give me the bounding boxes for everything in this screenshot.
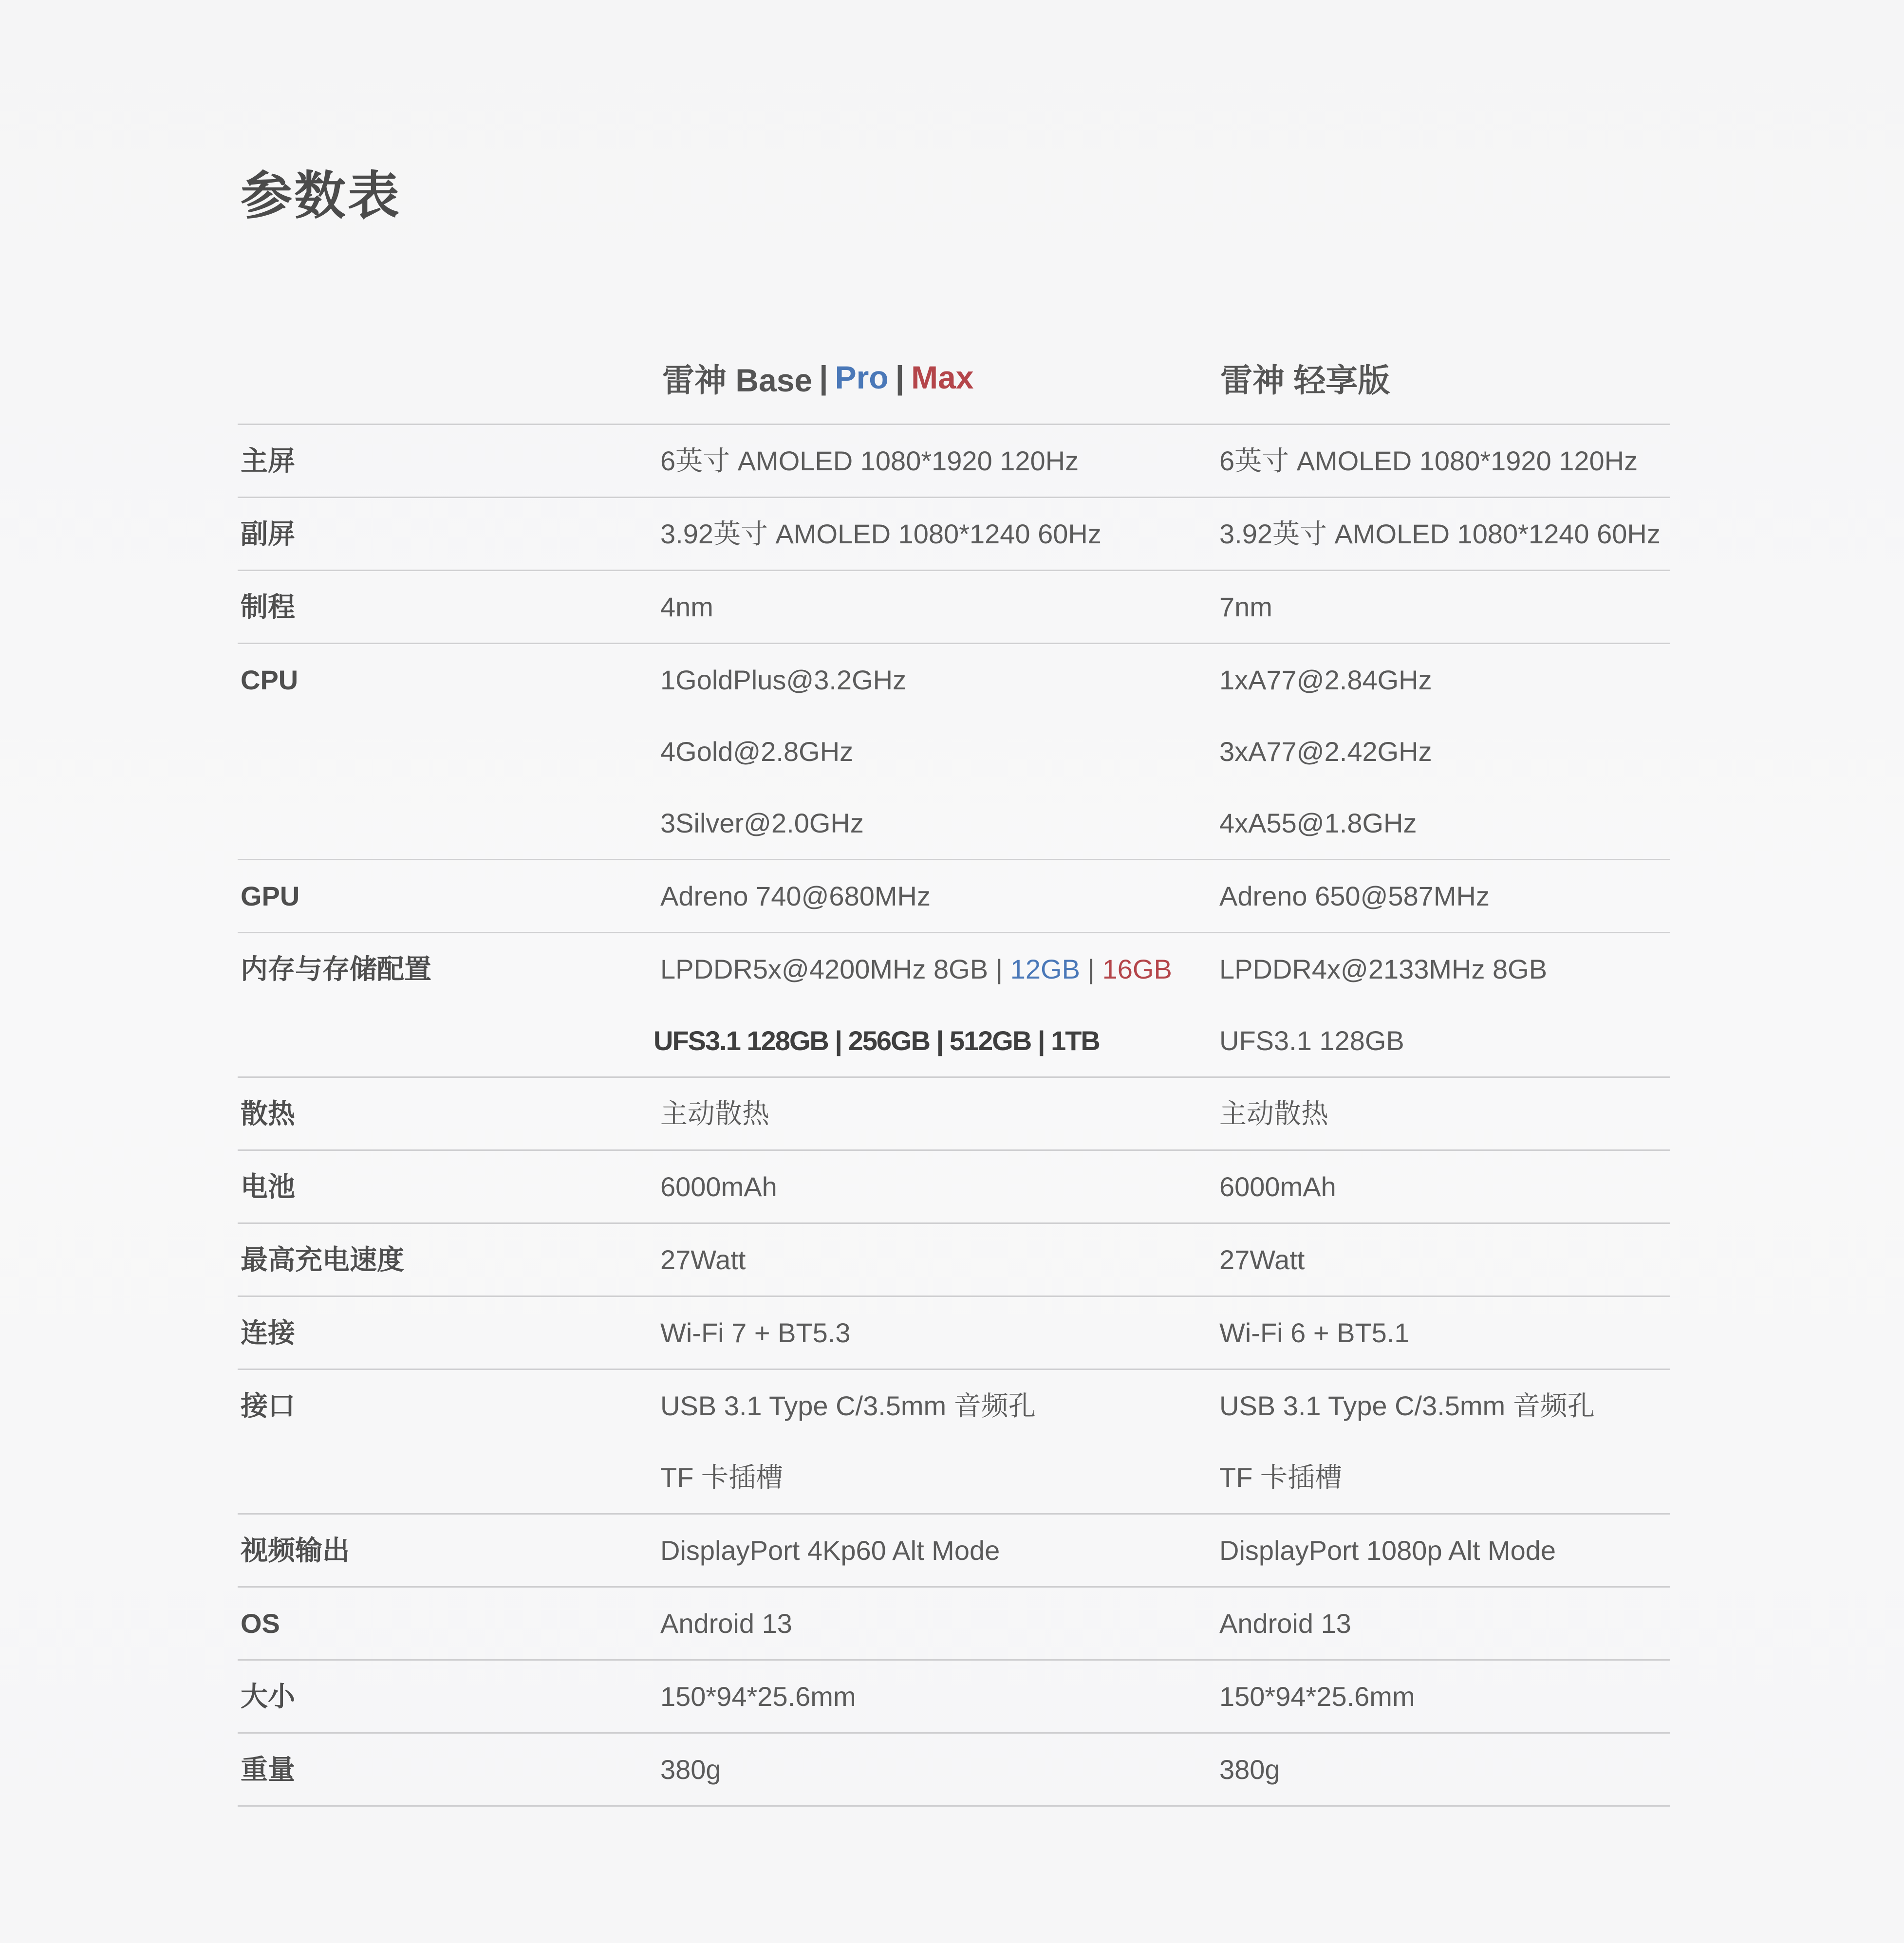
column-header-max: Max	[911, 359, 974, 395]
table-row	[238, 425, 1670, 498]
cell-value: TF 卡插槽	[1219, 1462, 1342, 1493]
cell-value: 4Gold@2.8GHz	[660, 736, 854, 767]
cell-value: 3Silver@2.0GHz	[660, 808, 864, 838]
row-label: 视频输出	[241, 1535, 350, 1566]
cell-value: 6000mAh	[660, 1171, 777, 1202]
cell-value: 3xA77@2.42GHz	[1219, 736, 1432, 767]
row-label: 重量	[241, 1754, 295, 1785]
row-label: 接口	[241, 1390, 295, 1421]
memory-separator: |	[988, 954, 1010, 984]
cell-value: 7nm	[1219, 592, 1272, 622]
cell-value: 3.92英寸 AMOLED 1080*1240 60Hz	[1219, 518, 1661, 549]
cell-value: 4nm	[660, 592, 713, 622]
cell-value: 6000mAh	[1219, 1171, 1336, 1202]
cell-value: 27Watt	[660, 1244, 746, 1275]
table-row	[238, 1661, 1670, 1734]
memory-config	[660, 933, 1219, 1005]
row-label: 大小	[241, 1681, 295, 1712]
header-separator: |	[819, 359, 828, 395]
table-header	[238, 331, 1670, 424]
cell-value: Android 13	[1219, 1608, 1351, 1639]
cell-value: 150*94*25.6mm	[660, 1681, 856, 1712]
row-label: 副屏	[241, 518, 295, 549]
column-header-base-pro-max	[662, 331, 973, 424]
table-row	[238, 498, 1670, 571]
cell-value: Wi-Fi 6 + BT5.1	[1219, 1317, 1410, 1348]
memory-base: LPDDR5x@4200MHz 8GB	[660, 954, 989, 984]
cell-value: 380g	[660, 1754, 721, 1785]
table-row	[238, 644, 1670, 860]
row-label: CPU	[241, 665, 299, 695]
cell-value: Wi-Fi 7 + BT5.3	[660, 1317, 851, 1348]
cell-value: 主动散热	[660, 1098, 769, 1129]
table-row	[238, 1224, 1670, 1297]
cell-value: 27Watt	[1219, 1244, 1305, 1275]
cell-value: 6英寸 AMOLED 1080*1920 120Hz	[1219, 445, 1638, 476]
cell-value: 1xA77@2.84GHz	[1219, 665, 1432, 695]
cell-value: 4xA55@1.8GHz	[1219, 808, 1417, 838]
table-row	[238, 933, 1670, 1078]
table-row	[238, 571, 1670, 644]
storage-config: UFS3.1 128GB | 256GB | 512GB | 1TB	[653, 1025, 1100, 1056]
column-header-pro: Pro	[835, 359, 889, 395]
row-label: GPU	[241, 881, 300, 911]
cell-value: USB 3.1 Type C/3.5mm 音频孔	[660, 1390, 1036, 1421]
cell-value: Android 13	[660, 1608, 792, 1639]
cell-value: UFS3.1 128GB	[1219, 1025, 1404, 1056]
cell-value: 150*94*25.6mm	[1219, 1681, 1415, 1712]
cell-value: USB 3.1 Type C/3.5mm 音频孔	[1219, 1390, 1595, 1421]
column-header-lite: 雷神 轻享版	[1220, 362, 1390, 398]
row-label: 连接	[241, 1317, 295, 1348]
row-label: 主屏	[241, 445, 295, 476]
table-row	[238, 860, 1670, 933]
table-row	[238, 1297, 1670, 1370]
table-row	[238, 1151, 1670, 1224]
row-label: 电池	[241, 1171, 295, 1202]
page-title: 参数表	[241, 167, 401, 225]
column-header-base: 雷神 Base	[662, 362, 813, 398]
cell-value: DisplayPort 1080p Alt Mode	[1219, 1535, 1556, 1566]
cell-value: TF 卡插槽	[660, 1462, 783, 1493]
row-label: 内存与存储配置	[241, 954, 431, 984]
cell-value: DisplayPort 4Kp60 Alt Mode	[660, 1535, 1000, 1566]
memory-max: 16GB	[1102, 954, 1172, 984]
table-row	[238, 1734, 1670, 1807]
cell-value: 3.92英寸 AMOLED 1080*1240 60Hz	[660, 518, 1101, 549]
table-row	[238, 1515, 1670, 1588]
memory-pro: 12GB	[1010, 954, 1080, 984]
cell-value: Adreno 650@587MHz	[1219, 881, 1490, 911]
cell-value: Adreno 740@680MHz	[660, 881, 931, 911]
row-label: OS	[241, 1608, 280, 1639]
row-label: 散热	[241, 1098, 295, 1129]
header-separator: |	[895, 359, 905, 395]
cell-value: 6英寸 AMOLED 1080*1920 120Hz	[660, 445, 1079, 476]
table-row	[238, 1370, 1670, 1515]
cell-value: 1GoldPlus@3.2GHz	[660, 665, 907, 695]
table-row	[238, 1588, 1670, 1661]
row-label: 最高充电速度	[241, 1244, 404, 1275]
spec-table	[238, 424, 1670, 1807]
table-row	[238, 1078, 1670, 1151]
row-label: 制程	[241, 592, 295, 622]
memory-separator: |	[1080, 954, 1102, 984]
cell-value: 380g	[1219, 1754, 1280, 1785]
cell-value: 主动散热	[1219, 1098, 1328, 1129]
cell-value: LPDDR4x@2133MHz 8GB	[1219, 954, 1548, 984]
